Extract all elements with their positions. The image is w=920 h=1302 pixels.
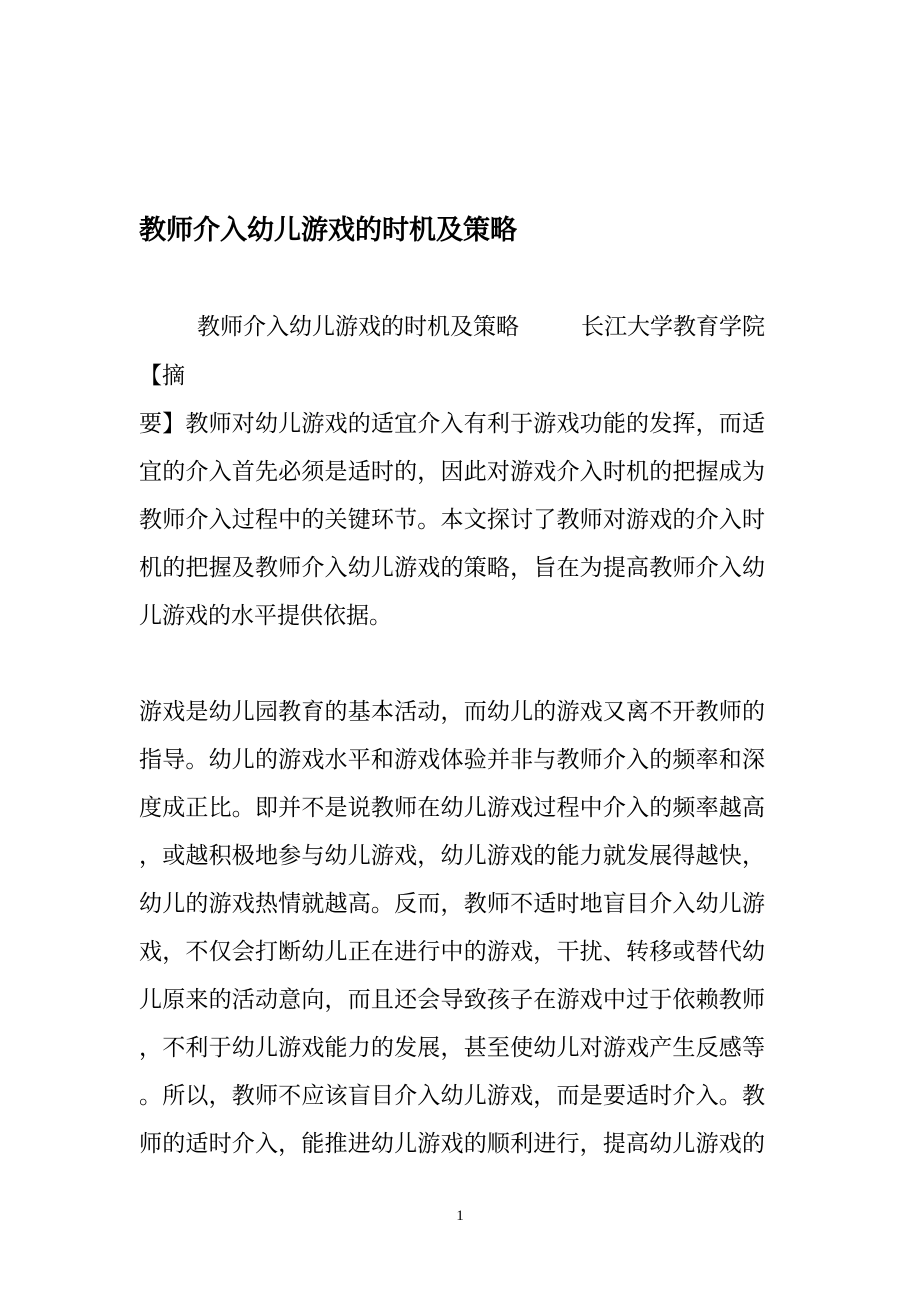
body-line: 度成正比。即并不是说教师在幼儿游戏过程中介入的频率越高 <box>139 795 765 821</box>
subtitle-row <box>197 307 765 347</box>
abstract-label: 【摘 <box>139 363 185 389</box>
body-line: 师的适时介入，能推进幼儿游戏的顺利进行，提高幼儿游戏的 <box>139 1131 765 1157</box>
page-title: 教师介入幼儿游戏的时机及策略 <box>139 215 517 246</box>
body-line: 戏，不仅会打断幼儿正在进行中的游戏，干扰、转移或替代幼 <box>139 939 765 965</box>
body-line: 指导。幼儿的游戏水平和游戏体验并非与教师介入的频率和深 <box>139 747 765 773</box>
abstract-line: 机的把握及教师介入幼儿游戏的策略，旨在为提高教师介入幼 <box>139 555 765 581</box>
abstract-line: 教师介入过程中的关键环节。本文探讨了教师对游戏的介入时 <box>139 507 765 533</box>
abstract-line: 宜的介入首先必须是适时的，因此对游戏介入时机的把握成为 <box>139 459 765 485</box>
body-line: 游戏是幼儿园教育的基本活动，而幼儿的游戏又离不开教师的 <box>139 699 765 725</box>
abstract-line: 儿游戏的水平提供依据。 <box>139 603 392 629</box>
body-line: ，或越积极地参与幼儿游戏，幼儿游戏的能力就发展得越快， <box>139 843 765 869</box>
subtitle: 教师介入幼儿游戏的时机及策略 <box>197 314 519 340</box>
body-line: ，不利于幼儿游戏能力的发展，甚至使幼儿对游戏产生反感等 <box>139 1035 765 1061</box>
body-line: 儿原来的活动意向，而且还会导致孩子在游戏中过于依赖教师 <box>139 987 765 1013</box>
page-number: 1 <box>456 1208 464 1224</box>
body-line: 。所以，教师不应该盲目介入幼儿游戏，而是要适时介入。教 <box>139 1083 765 1109</box>
author-affiliation: 长江大学教育学院 <box>581 314 765 340</box>
body-line: 幼儿的游戏热情就越高。反而，教师不适时地盲目介入幼儿游 <box>139 891 765 917</box>
abstract-line: 要】教师对幼儿游戏的适宜介入有利于游戏功能的发挥，而适 <box>139 411 765 437</box>
